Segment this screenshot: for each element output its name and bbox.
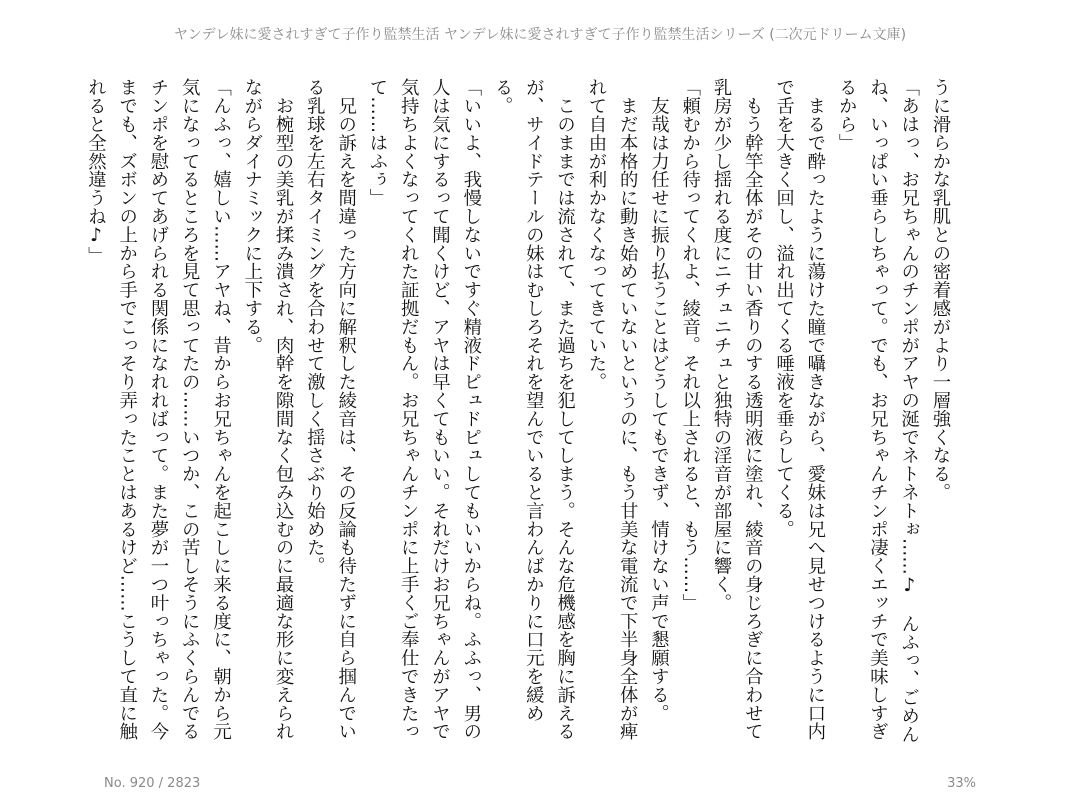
text-line: 乳房が少し揺れる度にニチュニチュと独特の淫音が部屋に響く。 [711, 78, 733, 612]
text-line: ね、いっぱい垂らしちゃって。でも、お兄ちゃんチンポ凄くエッチで美味しすぎ [867, 78, 889, 741]
text-line: 「いいよ、我慢しないですぐ精液ドピュドピュしてもいいからね。ふふっ、男の [460, 78, 482, 741]
text-line: 「あはっ、お兄ちゃんのチンポがアヤの涎でネトネトぉ……♪ んふっ、ごめん [898, 78, 920, 743]
text-line: もう幹竿全体がその甘い香りのする透明液に塗れ、綾音の身じろぎに合わせて [742, 78, 764, 741]
text-line: て……はふぅ」 [366, 78, 388, 207]
text-line: チンポを慰めてあげられる関係になれればって。また夢が一つ叶っちゃった。今 [147, 78, 169, 741]
text-line: 気持ちよくなってくれた証拠だもん。お兄ちゃんチンポに上手くご奉仕できたっ [398, 78, 420, 741]
text-line: るから」 [836, 78, 858, 152]
text-line: る乳球を左右タイミングを合わせて激しく揺さぶり始めた。 [304, 78, 326, 575]
text-line: までも、ズボンの上から手でこっそり弄ったことはあるけど……こうして直に触 [116, 78, 138, 741]
text-line: れると全然違うね♪」 [85, 78, 107, 265]
vertical-text-body [85, 78, 956, 750]
text-line: ながらダイナミックに上下する。 [241, 78, 263, 354]
text-line: うに滑らかな乳肌との密着感がより一層強くなる。 [930, 78, 951, 502]
text-line: このままでは流されて、また過ちを犯してしまう。そんな危機感を胸に訴える [554, 78, 576, 741]
location-indicator: No. 920 / 2823 [104, 776, 201, 791]
text-line: 友哉は力任せに振り払うことはどうしてもできず、情けない声で懇願する。 [648, 78, 670, 722]
text-line: で舌を大きく回し、溢れ出てくる唾液を垂らしてくる。 [773, 78, 795, 538]
text-line: れて自由が利かなくなってきていた。 [585, 78, 607, 391]
text-line: お椀型の美乳が揉み潰され、肉幹を隙間なく包み込むのに最適な形に変えられ [273, 78, 295, 741]
book-title: ヤンデレ妹に愛されすぎて子作り監禁生活 ヤンデレ妹に愛されすぎて子作り監禁生活シリーズ (二次元ドリーム文庫) [173, 27, 907, 43]
text-line: まだ本格的に動き始めていないというのに、もう甘美な電流で下半身全体が痺 [617, 78, 639, 741]
text-line: まるで酔ったように蕩けた瞳で囁きながら、愛妹は兄へ見せつけるように口内 [804, 78, 826, 741]
text-line: が、サイドテールの妹はむしろそれを望んでいると言わんばかりに口元を緩め [523, 78, 545, 722]
text-line: 兄の訴えを間違った方向に解釈した綾音は、その反論も待たずに自ら掴んでい [335, 78, 357, 741]
text-line: 「んふっ、嬉しい……アヤね、昔からお兄ちゃんを起こしに来る度に、朝から元 [210, 78, 232, 741]
text-line: る。 [492, 78, 514, 115]
text-line: 「頼むから待ってくれよ、綾音。それ以上されると、もう……」 [679, 78, 701, 612]
reader-page[interactable] [85, 78, 956, 750]
text-line: 気になってるところを見て思ってたの……いつか、この苦しそうにふくらんでる [179, 78, 201, 741]
progress-percent: 33% [947, 776, 976, 791]
text-line: 人は気にするって聞くけど、アヤは早くてもいい。それだけお兄ちゃんがアヤで [429, 78, 451, 741]
